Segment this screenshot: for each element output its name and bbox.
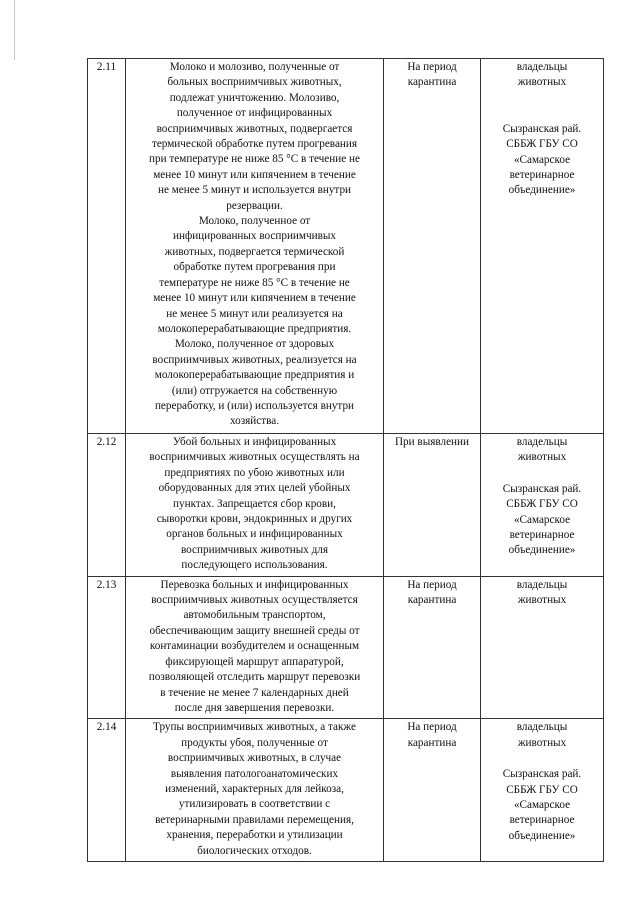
measure-paragraph: Перевозка больных и инфицированных восприимчивых животных осуществляется автомобильным транспортом, обеспечивающим защиту внешней среды от контаминации возбудителем и оснащенным фиксирующей маршрут аппаратурой, позволяющей отследить маршрут перевозки в течение не менее 7 календарных дней после дня завершения перевозки. [148, 578, 361, 714]
responsible-org: Сызранская рай. СББЖ ГБУ СО «Самарское ветеринарное объединение» [502, 122, 582, 197]
responsible-owners: владельцы животных [516, 578, 568, 607]
term-cell [384, 59, 481, 434]
measure-text [126, 59, 384, 434]
term-cell [384, 434, 481, 577]
row-number: 2.11 [88, 59, 126, 434]
table-row [88, 434, 604, 577]
term-cell [384, 719, 481, 862]
term-cell [384, 576, 481, 719]
measure-paragraph: Убой больных и инфицированных восприимчивых животных осуществлять на предприятиях по убою животных или оборудованных для этих целей убойных пунктах. Запрещается сбор крови, сыворотки крови, эндокринных и других органов больных и инфицированных восприимчивых животных для последующего использования. [149, 436, 360, 572]
measure-text [126, 434, 384, 577]
responsible-cell [481, 576, 604, 719]
measure-text [126, 576, 384, 719]
responsible-cell [481, 719, 604, 862]
scan-edge-mark [14, 0, 15, 60]
term-text: На период карантина [407, 61, 457, 89]
row-number: 2.12 [88, 434, 126, 577]
table-row [88, 59, 604, 434]
table-row [88, 719, 604, 862]
term-text: При выявлении [394, 436, 470, 448]
responsible-cell [481, 59, 604, 434]
responsible-org: Сызранская рай. СББЖ ГБУ СО «Самарское ветеринарное объединение» [502, 768, 582, 842]
measure-paragraph: Молоко и молозиво, полученные от больных восприимчивых животных, подлежат уничтожению. Молозиво, полученное от инфицированных восприимчивых животных, подвергается термической обработке путем прогревания при температуре не ниже 85 °С в течение не менее 10 минут или кипячением в течение не менее 5 минут и используется внутри резервации. Молоко, полученное от инфицированных восприимчивых животных, подвергается термической обработке путем прогревания при температуре не ниже 85 °С в течение не менее 10 минут или кипячением в течение не менее 5 минут или реализуется на молокоперерабатывающие предприятия. Молоко, полученное от здоровых восприимчивых животных, реализуется на молокоперерабатывающие предприятия и (или) отгружается на собственную переработку, и (или) используется внутри хозяйства. [149, 61, 360, 428]
measure-text [126, 719, 384, 862]
responsible-owners: владельцы животных [516, 61, 568, 89]
measures-table [87, 58, 604, 862]
term-text: На период карантина [407, 721, 457, 749]
row-number: 2.14 [88, 719, 126, 862]
measure-paragraph: Трупы восприимчивых животных, а также продукты убоя, полученные от восприимчивых животных, в случае выявления патологоанатомических изменений, характерных для лейкоза, утилизировать в соответствии с ветеринарными правилами перемещения, хранения, переработки и утилизации биологических отходов. [153, 721, 356, 857]
row-number: 2.13 [88, 576, 126, 719]
responsible-owners: владельцы животных [516, 436, 568, 464]
term-text: На период карантина [407, 578, 457, 607]
responsible-owners: владельцы животных [516, 721, 568, 749]
table-row [88, 576, 604, 719]
responsible-cell [481, 434, 604, 577]
responsible-org: Сызранская рай. СББЖ ГБУ СО «Самарское ветеринарное объединение» [502, 482, 582, 557]
